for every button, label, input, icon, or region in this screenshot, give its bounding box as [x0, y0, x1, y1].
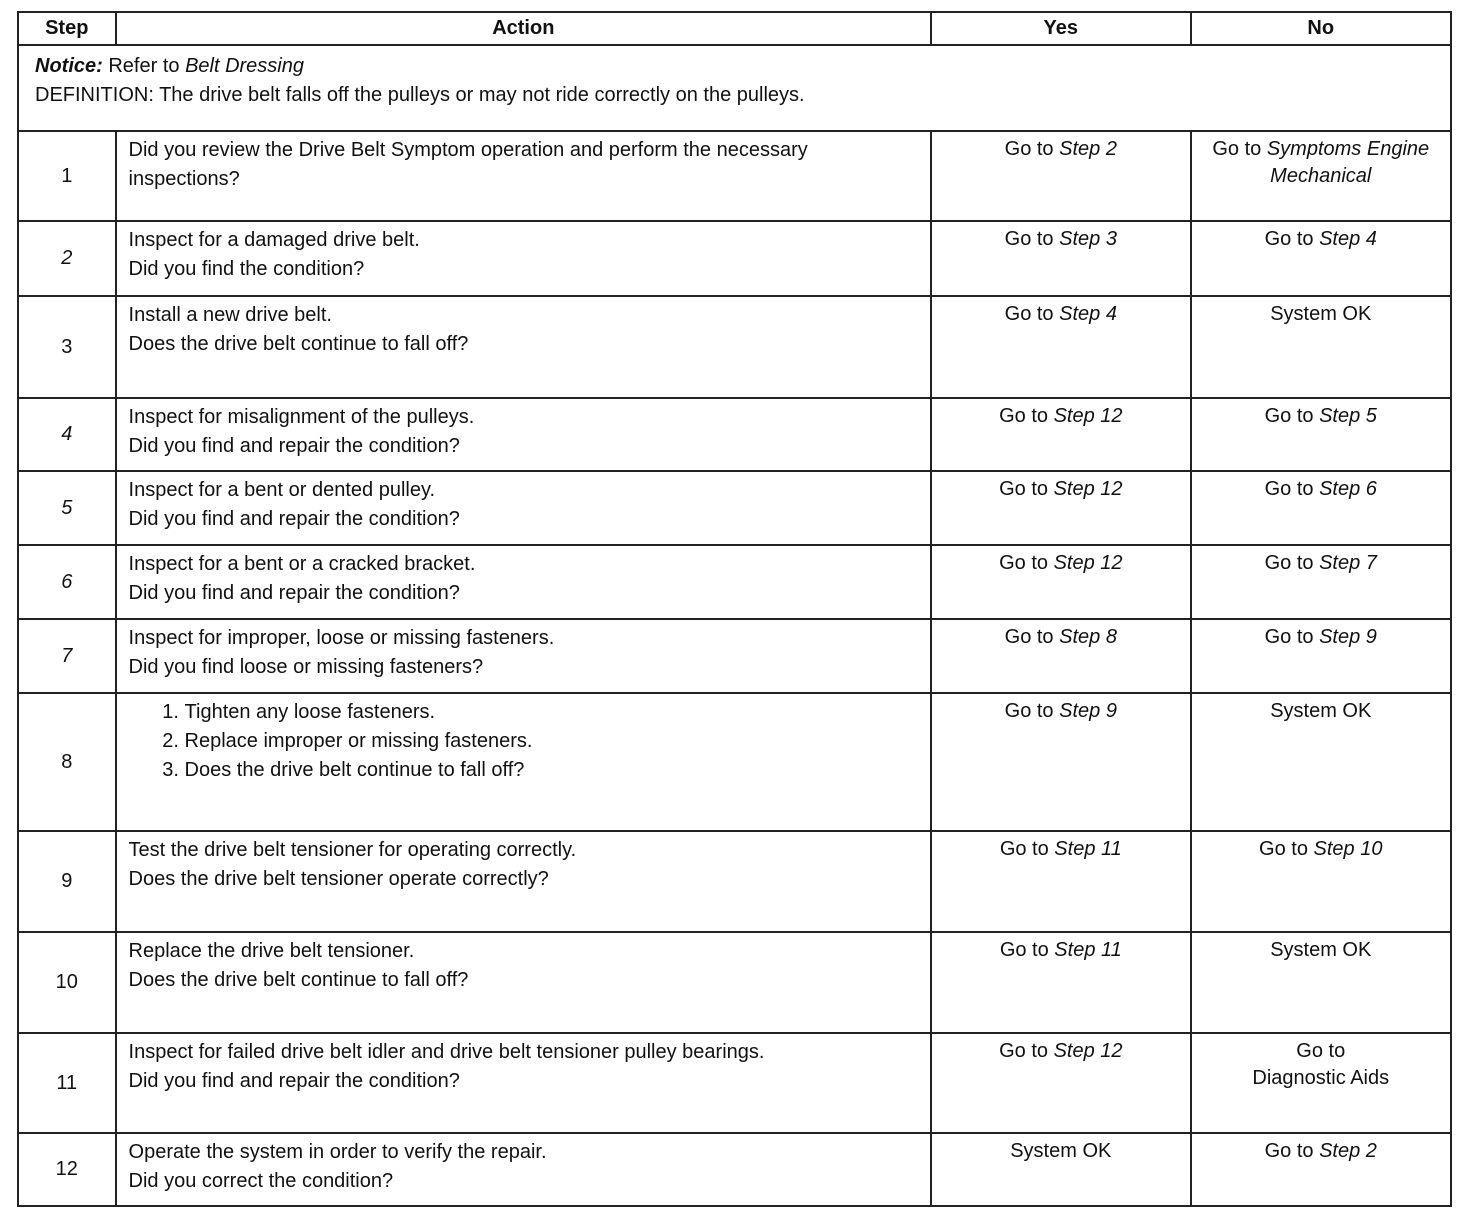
action-content	[117, 620, 931, 686]
notice-text: Refer to	[102, 55, 186, 77]
no-prefix: Go to	[1296, 1040, 1346, 1062]
action-content	[117, 297, 931, 363]
no-result	[1192, 546, 1450, 581]
action-content	[117, 472, 931, 538]
step-number: 11	[18, 1033, 116, 1133]
header-yes: Yes	[931, 12, 1190, 45]
yes-prefix: Go to	[999, 552, 1054, 574]
yes-result-text	[1000, 836, 1122, 863]
action-list-wrap	[129, 698, 921, 785]
action-text: Inspect for improper, loose or missing fasteners.	[128, 627, 555, 649]
action-cell	[116, 1133, 932, 1206]
no-result-text	[1296, 1038, 1345, 1065]
yes-prefix: Go to	[999, 478, 1054, 500]
action-cell	[116, 1033, 932, 1133]
table-row	[18, 693, 1451, 831]
yes-result	[932, 546, 1189, 581]
yes-result	[932, 694, 1189, 729]
action-content	[117, 832, 931, 898]
action-list-item: 2. Replace improper or missing fasteners.	[185, 727, 921, 756]
step-number: 6	[18, 545, 116, 619]
no-result-text	[1265, 624, 1377, 651]
yes-step-link[interactable]: Step 12	[1053, 1040, 1123, 1062]
yes-cell	[931, 296, 1190, 398]
action-cell	[116, 398, 932, 471]
no-cell	[1191, 221, 1451, 296]
no-result	[1192, 472, 1450, 507]
diagnostic-table	[17, 11, 1452, 1207]
no-step-link[interactable]: Step 4	[1319, 228, 1377, 250]
yes-result	[932, 1034, 1189, 1069]
yes-result	[932, 472, 1189, 507]
yes-prefix: Go to	[1004, 138, 1060, 160]
action-instruction	[129, 937, 921, 966]
step-number: 4	[18, 398, 116, 471]
yes-step-link[interactable]: Step 11	[1054, 838, 1122, 860]
no-result-text	[1265, 403, 1377, 430]
yes-cell	[931, 545, 1190, 619]
action-list-item: 3. Does the drive belt continue to fall off?	[185, 756, 921, 785]
step-number: 2	[18, 221, 116, 296]
no-step-link[interactable]: Symptoms Engine Mechanical	[1266, 138, 1430, 187]
table-row	[18, 831, 1451, 932]
yes-result-text	[1005, 136, 1117, 163]
action-instruction	[129, 226, 921, 255]
yes-result-text	[1005, 624, 1117, 651]
yes-cell	[931, 831, 1190, 932]
no-result-text	[1265, 476, 1377, 503]
no-prefix: System OK	[1270, 700, 1372, 722]
no-cell	[1191, 296, 1451, 398]
action-question: Does the drive belt continue to fall off?	[128, 333, 469, 355]
no-result	[1192, 399, 1450, 434]
step-number: 8	[18, 693, 116, 831]
yes-result-text	[999, 476, 1122, 503]
no-cell	[1191, 932, 1451, 1033]
no-step-link[interactable]: Step 7	[1319, 552, 1377, 574]
no-prefix: Go to	[1264, 478, 1320, 500]
definition: DEFINITION: The drive belt falls off the pulleys or may not ride correctly on the pulleys.	[35, 84, 805, 106]
yes-cell	[931, 932, 1190, 1033]
action-cell	[116, 221, 932, 296]
no-result	[1192, 222, 1450, 257]
action-instruction	[129, 550, 921, 579]
yes-result	[932, 933, 1189, 968]
no-result-text	[1196, 136, 1446, 190]
yes-step-link[interactable]: Step 8	[1059, 626, 1117, 648]
yes-cell	[931, 398, 1190, 471]
no-result-text	[1259, 836, 1382, 863]
no-cell	[1191, 1133, 1451, 1206]
yes-result-text	[1000, 937, 1122, 964]
no-prefix: Go to	[1264, 1140, 1320, 1162]
action-question: Did you find loose or missing fasteners?	[128, 656, 484, 678]
table-row	[18, 545, 1451, 619]
yes-result-text	[999, 1038, 1122, 1065]
action-instruction	[129, 624, 921, 653]
no-result	[1192, 1134, 1450, 1169]
no-result	[1192, 1034, 1450, 1096]
no-cell	[1191, 131, 1451, 221]
yes-prefix: Go to	[1004, 626, 1060, 648]
table-row	[18, 1033, 1451, 1133]
yes-result-text	[1005, 301, 1117, 328]
yes-cell	[931, 471, 1190, 545]
yes-result	[932, 399, 1189, 434]
action-question: Does the drive belt continue to fall off?	[128, 969, 469, 991]
step-number: 5	[18, 471, 116, 545]
step-number: 3	[18, 296, 116, 398]
yes-cell	[931, 619, 1190, 693]
yes-prefix: System OK	[1010, 1140, 1112, 1162]
no-cell	[1191, 831, 1451, 932]
table-row	[18, 296, 1451, 398]
action-text: Inspect for a damaged drive belt.	[128, 229, 420, 251]
table-row	[18, 1133, 1451, 1206]
action-text: Install a new drive belt.	[128, 304, 332, 326]
action-text: Operate the system in order to verify the repair.	[128, 1141, 547, 1163]
action-question: Did you find and repair the condition?	[128, 508, 460, 530]
yes-prefix: Go to	[999, 1040, 1054, 1062]
action-content	[117, 399, 931, 465]
yes-result	[932, 620, 1189, 655]
yes-result	[932, 222, 1189, 257]
action-content	[117, 1034, 931, 1100]
no-cell	[1191, 471, 1451, 545]
action-instruction	[129, 1038, 921, 1067]
step-number: 7	[18, 619, 116, 693]
no-result	[1192, 620, 1450, 655]
yes-cell	[931, 131, 1190, 221]
no-result-text	[1270, 698, 1371, 725]
action-text: Inspect for a bent or dented pulley.	[128, 479, 436, 501]
no-result	[1192, 132, 1450, 194]
no-result-text	[1265, 550, 1377, 577]
action-list	[129, 698, 921, 785]
yes-step-link[interactable]: Step 2	[1059, 138, 1117, 160]
yes-prefix: Go to	[1004, 700, 1060, 722]
action-question: Did you correct the condition?	[128, 1170, 394, 1192]
yes-step-link[interactable]: Step 11	[1054, 939, 1122, 961]
no-prefix: Go to	[1264, 552, 1320, 574]
no-result	[1192, 297, 1450, 332]
yes-cell	[931, 1033, 1190, 1133]
yes-result-text	[1005, 226, 1117, 253]
table-row	[18, 131, 1451, 221]
step-number: 10	[18, 932, 116, 1033]
action-cell	[116, 693, 932, 831]
table-row	[18, 619, 1451, 693]
no-result-text	[1265, 226, 1377, 253]
action-cell	[116, 296, 932, 398]
no-cell	[1191, 545, 1451, 619]
yes-step-link[interactable]: Step 4	[1059, 303, 1117, 325]
action-question: Did you find and repair the condition?	[128, 582, 460, 604]
yes-result	[932, 297, 1189, 332]
no-step-link[interactable]: Step 5	[1319, 405, 1377, 427]
no-result	[1192, 694, 1450, 729]
action-instruction	[129, 403, 921, 432]
action-cell	[116, 131, 932, 221]
action-question: Did you find the condition?	[128, 258, 365, 280]
yes-result-text	[999, 550, 1122, 577]
no-result-text	[1265, 1138, 1377, 1165]
action-content	[117, 933, 931, 999]
table-row	[18, 932, 1451, 1033]
action-cell	[116, 471, 932, 545]
no-step-link[interactable]: Step 2	[1319, 1140, 1377, 1162]
action-question: Did you find and repair the condition?	[128, 1070, 460, 1092]
action-instruction	[129, 136, 921, 194]
notice-label: Notice:	[35, 55, 103, 77]
step-number: 12	[18, 1133, 116, 1206]
yes-step-link[interactable]: Step 12	[1053, 478, 1123, 500]
table-row	[18, 398, 1451, 471]
no-cell	[1191, 1033, 1451, 1133]
action-question: Did you find and repair the condition?	[128, 435, 460, 457]
action-instruction	[129, 1138, 921, 1167]
no-result	[1192, 832, 1450, 867]
yes-result	[932, 832, 1189, 867]
no-result-text	[1270, 301, 1371, 328]
yes-prefix: Go to	[1004, 303, 1060, 325]
notice-row	[18, 45, 1451, 131]
yes-step-link[interactable]: Step 12	[1053, 552, 1123, 574]
action-cell	[116, 619, 932, 693]
action-content	[117, 222, 931, 288]
yes-prefix: Go to	[1004, 228, 1060, 250]
action-instruction	[129, 301, 921, 330]
yes-cell	[931, 1133, 1190, 1206]
yes-cell	[931, 693, 1190, 831]
no-result	[1192, 933, 1450, 968]
action-cell	[116, 545, 932, 619]
header-no: No	[1191, 12, 1451, 45]
no-prefix: System OK	[1270, 939, 1372, 961]
action-text: Replace the drive belt tensioner.	[128, 940, 415, 962]
no-prefix: Go to	[1264, 228, 1320, 250]
action-text: Test the drive belt tensioner for operating correctly.	[128, 839, 577, 861]
action-text: Did you review the Drive Belt Symptom operation and perform the necessary inspections?	[128, 139, 808, 190]
no-cell	[1191, 693, 1451, 831]
no-step-link[interactable]: Step 10	[1313, 838, 1383, 860]
yes-step-link[interactable]: Step 3	[1059, 228, 1117, 250]
action-content	[117, 132, 931, 198]
action-cell	[116, 932, 932, 1033]
yes-step-link[interactable]: Step 12	[1053, 405, 1123, 427]
yes-prefix: Go to	[999, 838, 1055, 860]
yes-result-text	[1010, 1138, 1111, 1165]
action-cell	[116, 831, 932, 932]
no-prefix: Go to	[1264, 626, 1320, 648]
yes-result	[932, 1134, 1189, 1169]
yes-result-text	[999, 403, 1122, 430]
yes-prefix: Go to	[999, 405, 1054, 427]
no-prefix: Go to	[1212, 138, 1267, 160]
action-list-item: 1. Tighten any loose fasteners.	[185, 698, 921, 727]
header-step: Step	[18, 12, 116, 45]
action-instruction	[129, 836, 921, 865]
no-result-line2: Diagnostic Aids	[1252, 1067, 1390, 1089]
yes-result-text	[1005, 698, 1117, 725]
notice	[35, 52, 1434, 81]
action-text: Inspect for failed drive belt idler and drive belt tensioner pulley bearings.	[128, 1041, 765, 1063]
notice-ref: Belt Dressing	[185, 55, 304, 77]
no-prefix: Go to	[1264, 405, 1320, 427]
action-content	[117, 546, 931, 612]
action-content	[117, 1134, 931, 1200]
no-prefix: Go to	[1259, 838, 1314, 860]
no-cell	[1191, 398, 1451, 471]
action-text: Inspect for misalignment of the pulleys.	[128, 406, 475, 428]
yes-step-link[interactable]: Step 9	[1059, 700, 1117, 722]
no-result-text	[1270, 937, 1371, 964]
no-cell	[1191, 619, 1451, 693]
action-text: Inspect for a bent or a cracked bracket.	[128, 553, 476, 575]
no-step-link[interactable]: Step 6	[1319, 478, 1377, 500]
action-content	[117, 694, 931, 789]
yes-cell	[931, 221, 1190, 296]
table-row	[18, 221, 1451, 296]
yes-result	[932, 132, 1189, 167]
step-number: 9	[18, 831, 116, 932]
action-instruction	[129, 476, 921, 505]
header-action: Action	[116, 12, 932, 45]
no-prefix: System OK	[1270, 303, 1372, 325]
table-row	[18, 471, 1451, 545]
no-step-link[interactable]: Step 9	[1319, 626, 1377, 648]
yes-prefix: Go to	[999, 939, 1055, 961]
action-question: Does the drive belt tensioner operate correctly?	[128, 868, 549, 890]
step-number: 1	[18, 131, 116, 221]
